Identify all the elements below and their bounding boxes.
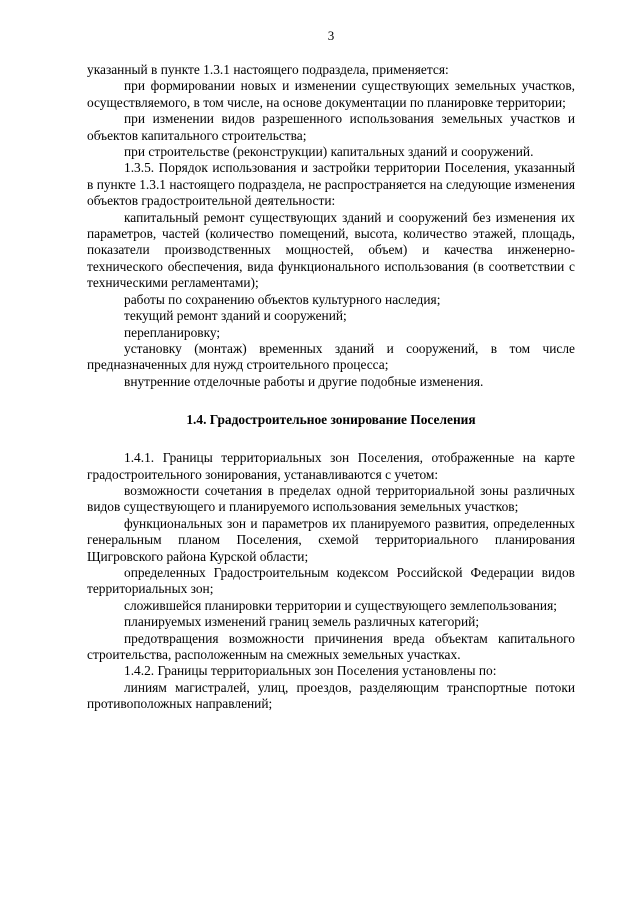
paragraph: указанный в пункте 1.3.1 настоящего подраздела, применяется:: [87, 62, 449, 77]
paragraph: работы по сохранению объектов культурного наследия;: [124, 291, 441, 307]
paragraph: при строительстве (реконструкции) капитальных зданий и сооружений.: [124, 144, 534, 160]
paragraph: возможности сочетания в пределах одной территориальной зоны различных видов существующего и планируемого использования земельных участков;: [87, 482, 575, 515]
paragraph: перепланировку;: [124, 324, 221, 340]
section-heading: 1.4. Градостроительное зонирование Поселения: [186, 412, 476, 428]
paragraph: определенных Градостроительным кодексом Российской Федерации видов территориальных зон;: [87, 564, 575, 597]
paragraph: сложившейся планировки территории и существующего землепользования;: [124, 597, 557, 613]
paragraph: установку (монтаж) временных зданий и сооружений, в том числе предназначенных для нужд строительного процесса;: [87, 340, 575, 373]
paragraph: капитальный ремонт существующих зданий и сооружений без изменения их параметров, частей (количество помещений, высота, количество этажей, площадь, показатели производственных мощностей, объем) и качества инженерно-технического обеспечения, вида функционального использования (в соответствии с техническими регламентами);: [87, 209, 575, 291]
paragraph: при изменении видов разрешенного использования земельных участков и объектов капитального строительства;: [87, 111, 575, 143]
paragraph: при формировании новых и изменении существующих земельных участков, осуществляемого, в том числе, на основе документации по планировке территории;: [87, 78, 575, 110]
paragraph: предотвращения возможности причинения вреда объектам капитального строительства, расположенным на смежных земельных участках.: [87, 630, 575, 662]
paragraph: 1.3.5. Порядок использования и застройки территории Поселения, указанный в пункте 1.3.1 настоящего подраздела, не распространяется на следующие изменения объектов градостроительной деятельности:: [87, 160, 575, 209]
paragraph: функциональных зон и параметров их планируемого развития, определенных генеральным планом Поселения, схемой территориального планирования Щигровского района Курской области;: [87, 515, 575, 564]
page-number: 3: [327, 28, 335, 43]
paragraph: внутренние отделочные работы и другие подобные изменения.: [124, 373, 484, 389]
document-body: [87, 62, 575, 713]
paragraph: 1.4.1. Границы территориальных зон Поселения, отображенные на карте градостроительного зонирования, устанавливаются с учетом:: [87, 450, 575, 482]
paragraph: планируемых изменений границ земель различных категорий;: [124, 614, 480, 630]
paragraph: 1.4.2. Границы территориальных зон Поселения установлены по:: [124, 663, 497, 679]
paragraph: линиям магистралей, улиц, проездов, разделяющим транспортные потоки противоположных направлений;: [87, 679, 575, 712]
paragraph: текущий ремонт зданий и сооружений;: [124, 308, 347, 324]
